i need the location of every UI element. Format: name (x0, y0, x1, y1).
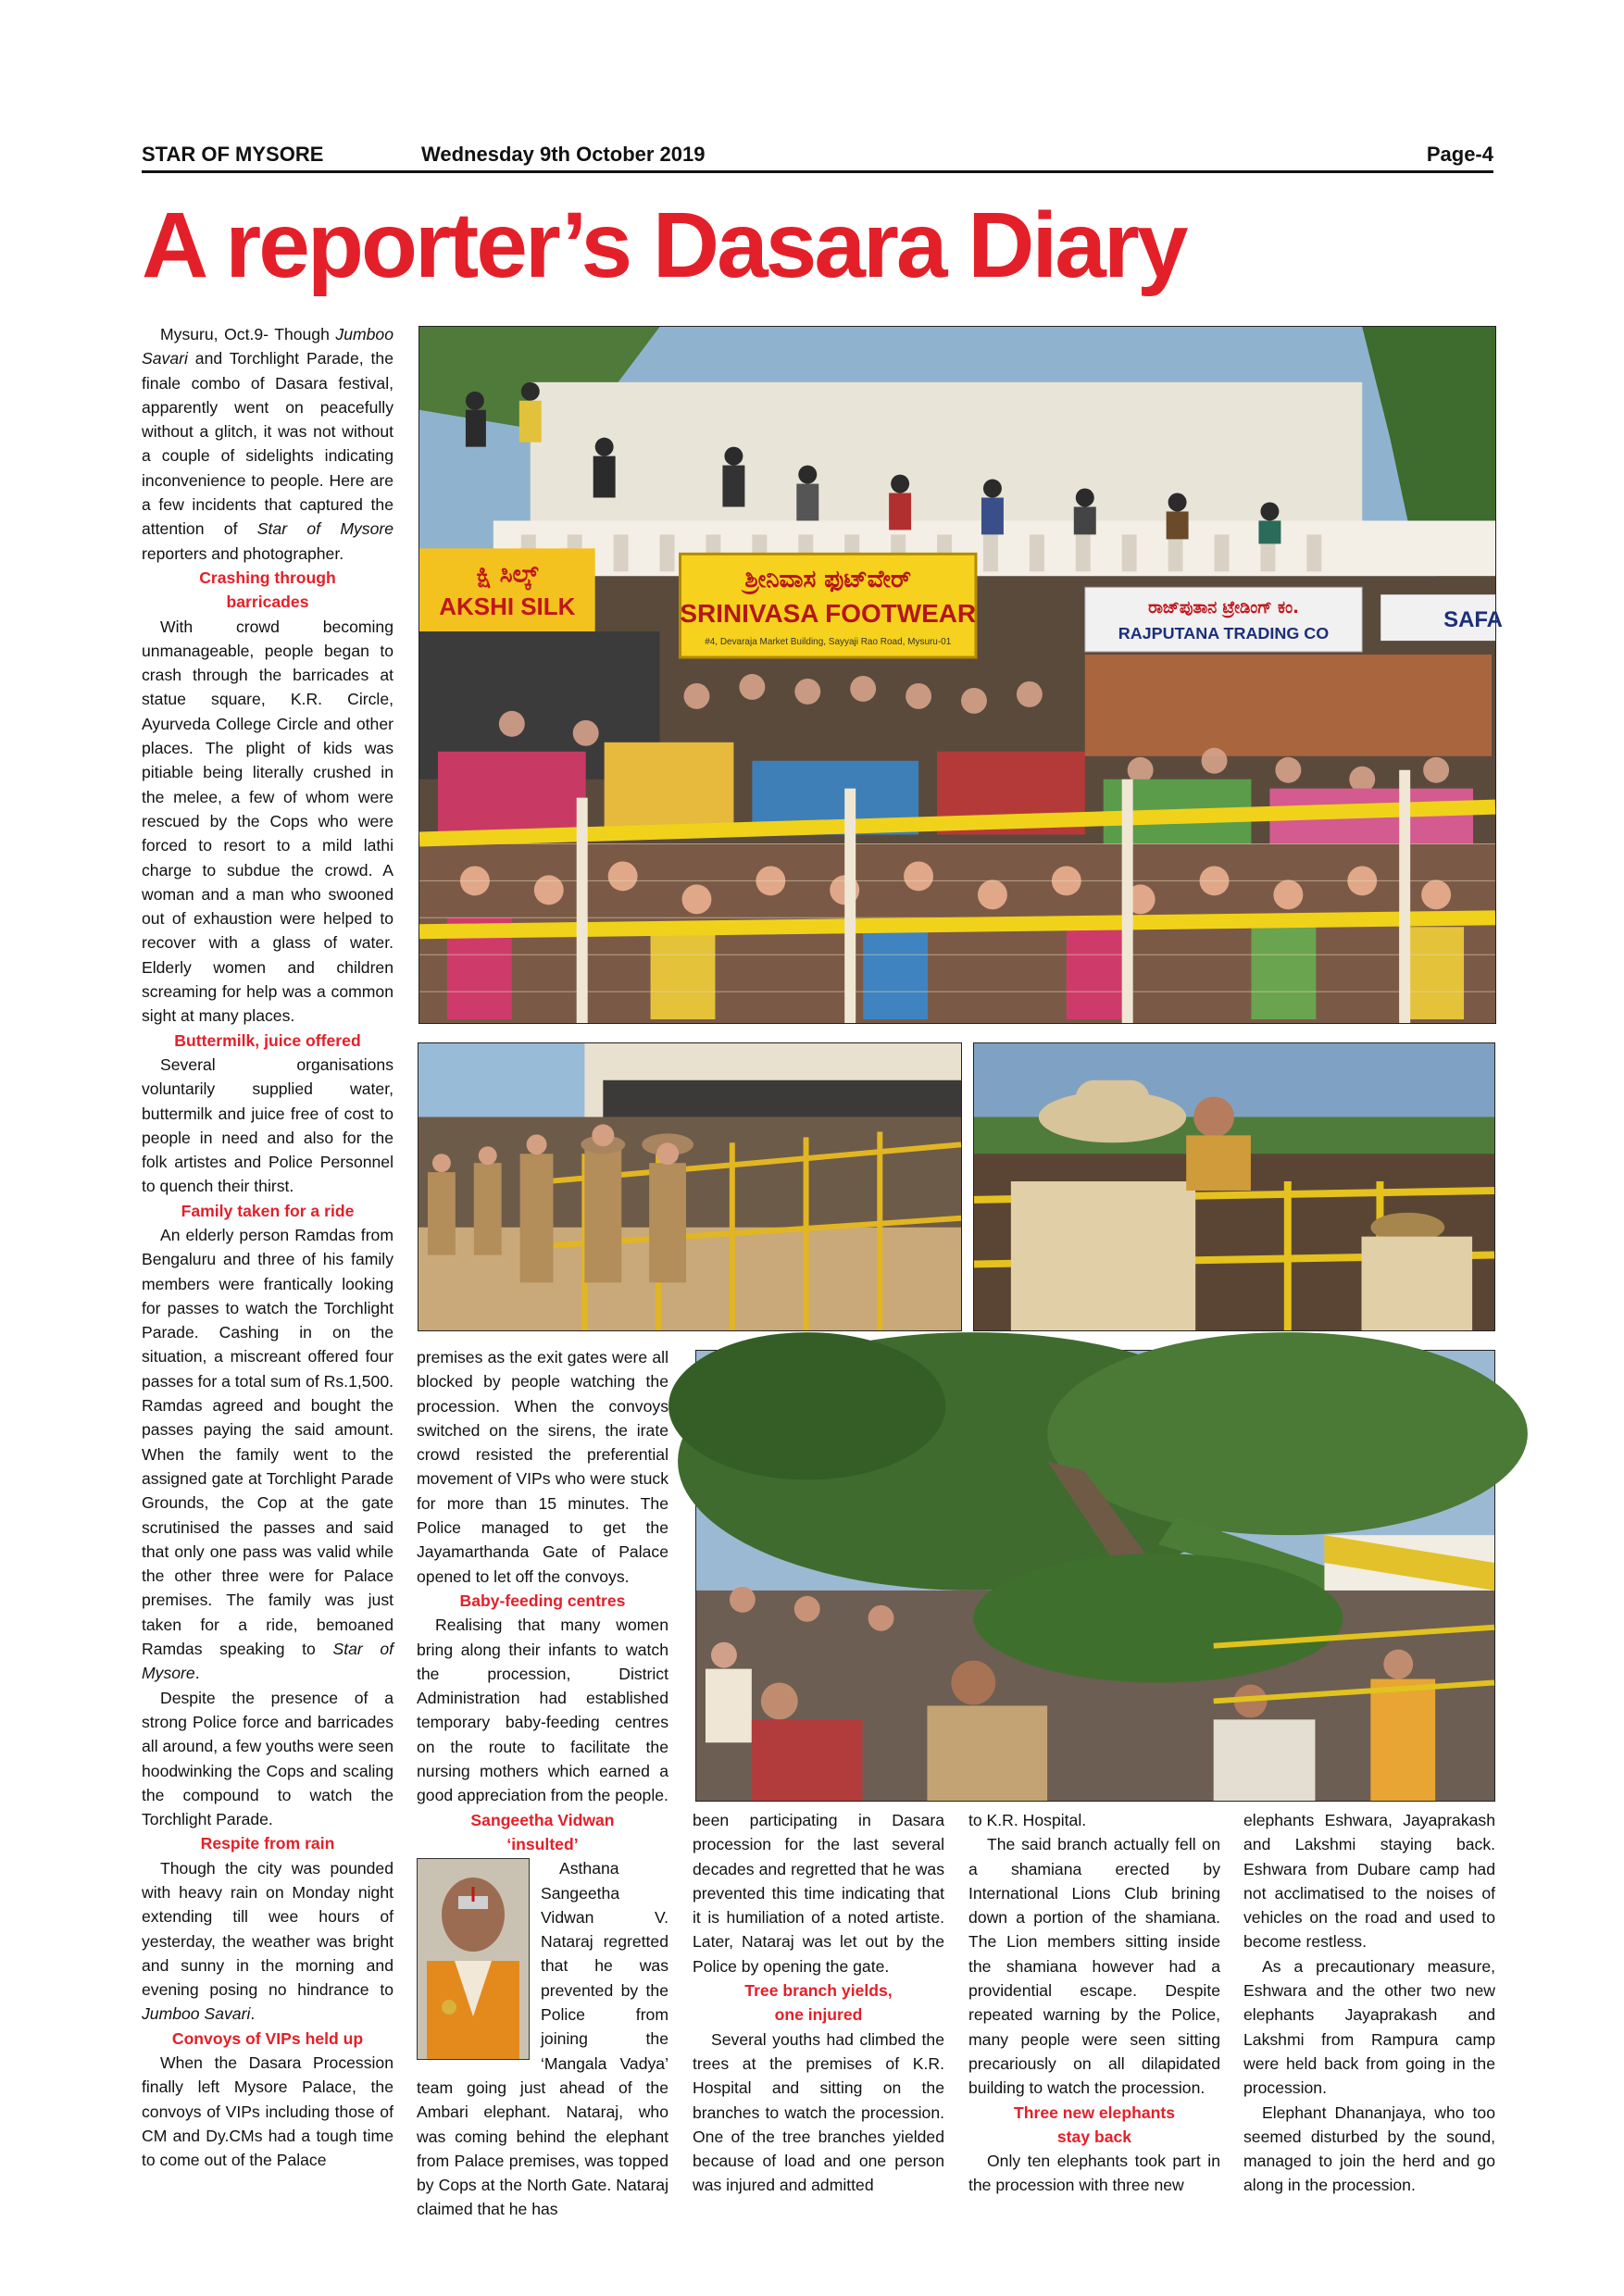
subhead-elephants-2: stay back (1056, 2127, 1132, 2146)
paragraph: Only ten elephants took part in the procession with three new (968, 2152, 1220, 2195)
photo-fallen-tree-branch (695, 1350, 1495, 1802)
sign-shop1-english: AKSHI SILK (439, 594, 576, 621)
paragraph: The said branch actually fell on a shamiana erected by International Lions Club brining down a portion of the shamiana. The Lion members sitting inside the shamiana however had a providential escape. Despite repeated warning by the Police, many people were seen sitting precariously on all dilapidated building to watch the procession. (968, 1835, 1220, 2098)
paragraph: When the Dasara Procession finally left Mysore Palace, the convoys of VIPs including those of CM and Dy.CMs had a tough time to come out of the Palace (142, 2053, 394, 2170)
column-5 (1243, 1808, 1495, 2198)
subhead-crashing-2: barricades (226, 593, 309, 612)
paragraph: Realising that many women bring along their infants to watch the procession, District Administration had established temporary baby-feeding centres on the route to facilitate the nursing mothers which earned a good appreciation from the people. (417, 1616, 668, 1805)
photo-police-barricade (418, 1042, 962, 1331)
subhead-respite: Respite from rain (200, 1834, 335, 1853)
column-3 (693, 1808, 944, 2198)
sign-shop4-english: SAFA (1443, 607, 1503, 633)
sign-shop2-kannada: ಶ್ರೀನಿವಾಸ ಫುಟ್‌ವೇರ್ (744, 566, 912, 594)
paragraph: Despite the presence of a strong Police force and barricades all around, a few youths were seen hoodwinking the Cops and scaling the compound to watch the Torchlight Parade. (142, 1688, 394, 1829)
sign-shop1-kannada: ಕ್ಷಿ ಸಿಲ್ಕ್ (476, 560, 539, 589)
subhead-tree-branch-1: Tree branch yields, (744, 1981, 893, 2001)
subhead-convoys: Convoys of VIPs held up (171, 2028, 364, 2048)
intro-paragraph: Mysuru, Oct.9- Though Jumboo Savari and Torchlight Parade, the finale combo of Dasara festival, apparently went on peacefully without a glitch, it was not without a couple of sidelights indicating inconvenience to people. Here are a few incidents that captured the attention of Star of Mysore reporters and photographer. (142, 325, 394, 563)
sign-shop2-address: #4, Devaraja Market Building, Sayyaji Rao Road, Mysuru-01 (705, 637, 952, 648)
subhead-crashing-1: Crashing through (199, 568, 336, 587)
subhead-tree-branch-2: one injured (774, 2005, 863, 2025)
sign-shop3-kannada: ರಾಜ್‌ಪುತಾನ ಟ್ರೇಡಿಂಗ್ ಕಂ. (1148, 598, 1299, 618)
subhead-elephants-1: Three new elephants (1013, 2103, 1176, 2122)
paragraph: As a precautionary measure, Eshwara and the other two new elephants Jayaprakash and Lakshmi from Rampura camp were held back from going in the procession. (1243, 1956, 1495, 2098)
sign-shop3-english: RAJPUTANA TRADING CO (1118, 624, 1330, 643)
paragraph: An elderly person Ramdas from Bengaluru and three of his family members were frantically looking for passes to watch the Torchlight Parade. Cashing in on the situation, a miscreant offered four passes for a total sum of Rs.1,500. Ramdas agreed and bought the passes paying the said amount. When the family went to the assigned gate at Torchlight Parade Grounds, the Cop at the gate scrutinised the passes and said that only one pass was valid while the other three were for Palace premises. The family was just taken for a ride, bemoaned Ramdas speaking to Star of Mysore. (142, 1225, 394, 1683)
paragraph: to K.R. Hospital. (968, 1811, 1087, 1829)
paragraph: Several youths had climbed the trees at the premises of K.R. Hospital and sitting on the branches to watch the procession. One of the tree branches yielded because of load and one person was injured and admitted (693, 2029, 944, 2195)
paragraph: Asthana Sangeetha Vidwan V. Nataraj regretted that he was prevented by the Police from joining the ‘Mangala Vadya’ team going just ahead of the Ambari elephant. Nataraj, who was coming behind the elephant from Palace premises, was topped by Cops at the North Gate. Nataraj claimed that he has (417, 1859, 668, 2219)
paragraph: With crowd becoming unmanageable, people began to crash through the barricades at statue square, K.R. Circle, Ayurveda College Circle and other places. The plight of kids was pitiable being literally crushed in the melee, a few of whom were rescued by the Cops who were forced to resort to a mild lathi charge to subdue the crowd. A woman and a man who swooned out of exhaustion were helped to recover with a glass of water. Elderly women and children screaming for help was a common sight at many places. (142, 617, 394, 1026)
subhead-family: Family taken for a ride (181, 1201, 355, 1220)
headline: A reporter’s Dasara Diary (142, 193, 1186, 297)
publication-name: STAR OF MYSORE (142, 143, 324, 166)
column-4 (968, 1808, 1220, 2198)
page-number: Page-4 (1426, 143, 1493, 166)
paragraph: Several organisations voluntarily supplied water, buttermilk and juice free of cost to people in need and also for the folk artistes and Police Personnel to quench their thirst. (142, 1054, 394, 1196)
subhead-vidwan-2: ‘insulted’ (506, 1834, 579, 1853)
masthead-rule (142, 170, 1493, 173)
subhead-buttermilk: Buttermilk, juice offered (174, 1030, 361, 1050)
paragraph: been participating in Dasara procession for the last several decades and regretted that he was prevented this time indicating that it is humiliation of a noted artiste. Later, Nataraj was let out by the Police by opening the gate. (693, 1811, 944, 1976)
subhead-baby-feeding: Baby-feeding centres (459, 1591, 626, 1610)
photo-crowd-at-shops (418, 326, 1503, 1024)
subhead-vidwan-1: Sangeetha Vidwan (470, 1810, 615, 1829)
sign-shop2-english: SRINIVASA FOOTWEAR (680, 599, 977, 629)
paragraph: Elephant Dhananjaya, who too seemed disturbed by the sound, managed to join the herd and go along in the procession. (1243, 2103, 1495, 2195)
paragraph: premises as the exit gates were all blocked by people watching the procession. When the convoys switched on the sirens, the irate crowd resisted the preferential movement of VIPs who were stuck for more than 15 minutes. The Police managed to get the Jayamarthanda Gate of Palace opened to let off the convoys. (417, 1348, 668, 1586)
masthead (142, 139, 1493, 170)
paragraph: Though the city was pounded with heavy rain on Monday night extending till wee hours of yesterday, the weather was bright and sunny in the morning and evening posing no hindrance to Jumboo Savari. (142, 1858, 394, 2024)
column-2 (417, 1345, 668, 2222)
photo-nataraj-portrait (417, 1858, 530, 2060)
column-1 (142, 322, 394, 2173)
photo-cop-helping-child (973, 1042, 1495, 1331)
paragraph: elephants Eshwara, Jayaprakash and Lakshmi staying back. Eshwara from Dubare camp had not acclimatised to the noises of vehicles on the road and used to become restless. (1243, 1811, 1495, 1952)
issue-date: Wednesday 9th October 2019 (421, 143, 706, 166)
